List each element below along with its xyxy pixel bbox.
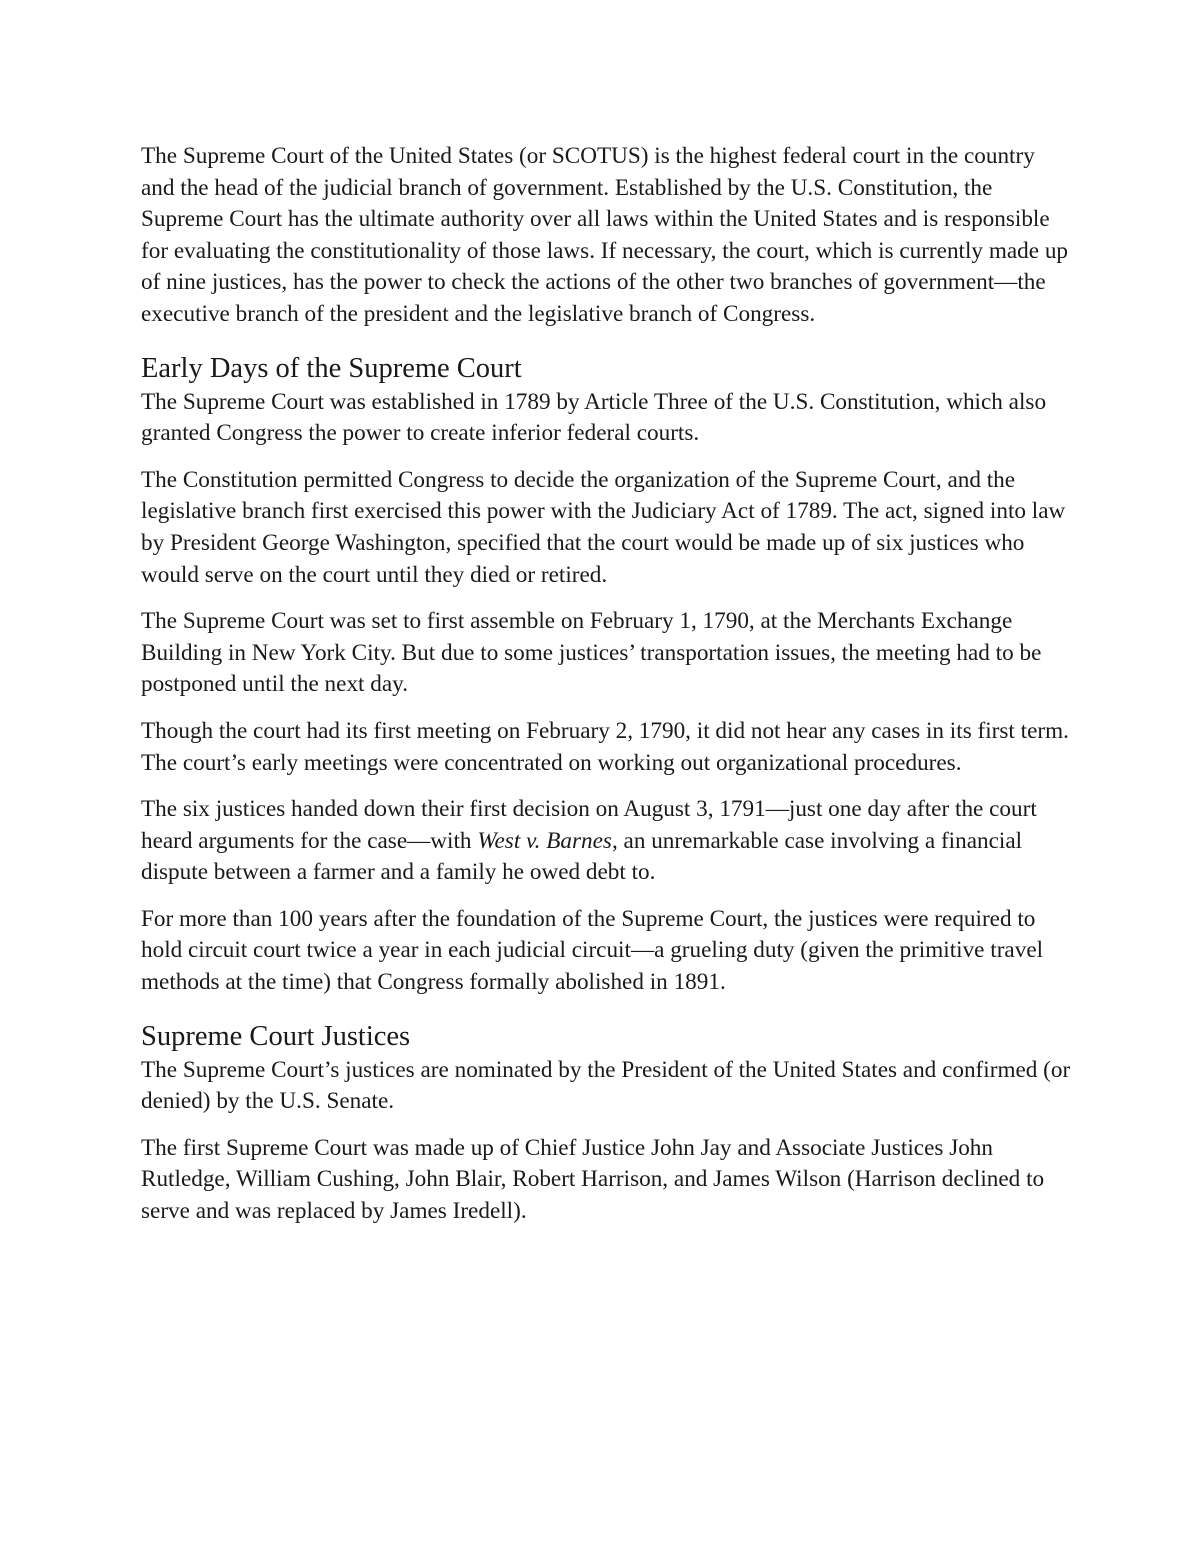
paragraph-judiciary-act: The Constitution permitted Congress to decide the organization of the Supreme Court, and the legislative branch first exercised this power with the Judiciary Act of 1789. The act, signed into law by President George Washington, specified that the court would be made up of six justices who would serve on the court until they died or retired. [141, 466, 1066, 588]
paragraph-first-court-members: The first Supreme Court was made up of Chief Justice John Jay and Associate Justices John Rutledge, William Cushing, John Blair, Robert Harrison, and James Wilson (Harrison declined to serve and was replaced by James Iredell). [141, 1134, 1045, 1225]
paragraph-first-meeting: Though the court had its first meeting on February 2, 1790, it did not hear any cases in its first term. The court’s early meetings were concentrated on working out organizational procedures. [141, 717, 1069, 776]
decision-text-before: The six justices handed down their first decision on August 3, 1791—just one day after the court heard arguments for the case—with [141, 796, 1037, 854]
paragraph-first-assembly: The Supreme Court was set to first assemble on February 1, 1790, at the Merchants Exchange Building in New York City. But due to some justices’ transportation issues, the meeting had to be postponed until the next day. [141, 608, 1042, 698]
paragraph-nomination: The Supreme Court’s justices are nominated by the President of the United States and confirmed (or denied) by the U.S. Senate. [141, 1056, 1071, 1115]
case-name-italic: West v. Barnes [477, 827, 612, 854]
paragraph-first-decision [141, 794, 1071, 889]
paragraph-circuit-court: For more than 100 years after the foundation of the Supreme Court, the justices were required to hold circuit court twice a year in each judicial circuit—a grueling duty (given the primitive travel methods at the time) that Congress formally abolished in 1891. [141, 905, 1044, 996]
intro-paragraph: The Supreme Court of the United States (or SCOTUS) is the highest federal court in the country and the head of the judicial branch of government. Established by the U.S. Constitution, the Supreme Court has the ultimate authority over all laws within the United States and is responsible for evaluating the constitutionality of those laws. If necessary, the court, which is currently made up of nine justices, has the power to check the actions of the other two branches of government—the executive branch of the president and the legislative branch of Congress. [141, 143, 1069, 327]
paragraph-established: The Supreme Court was established in 1789 by Article Three of the U.S. Constitution, which also granted Congress the power to create inferior federal courts. [141, 388, 1047, 447]
document-page [141, 141, 1071, 1243]
section-heading-justices: Supreme Court Justices [141, 1020, 411, 1052]
decision-text-after: , an unremarkable case involving a financial dispute between a farmer and a family he owed debt to. [141, 827, 1023, 886]
section-heading-early-days: Early Days of the Supreme Court [141, 352, 522, 384]
